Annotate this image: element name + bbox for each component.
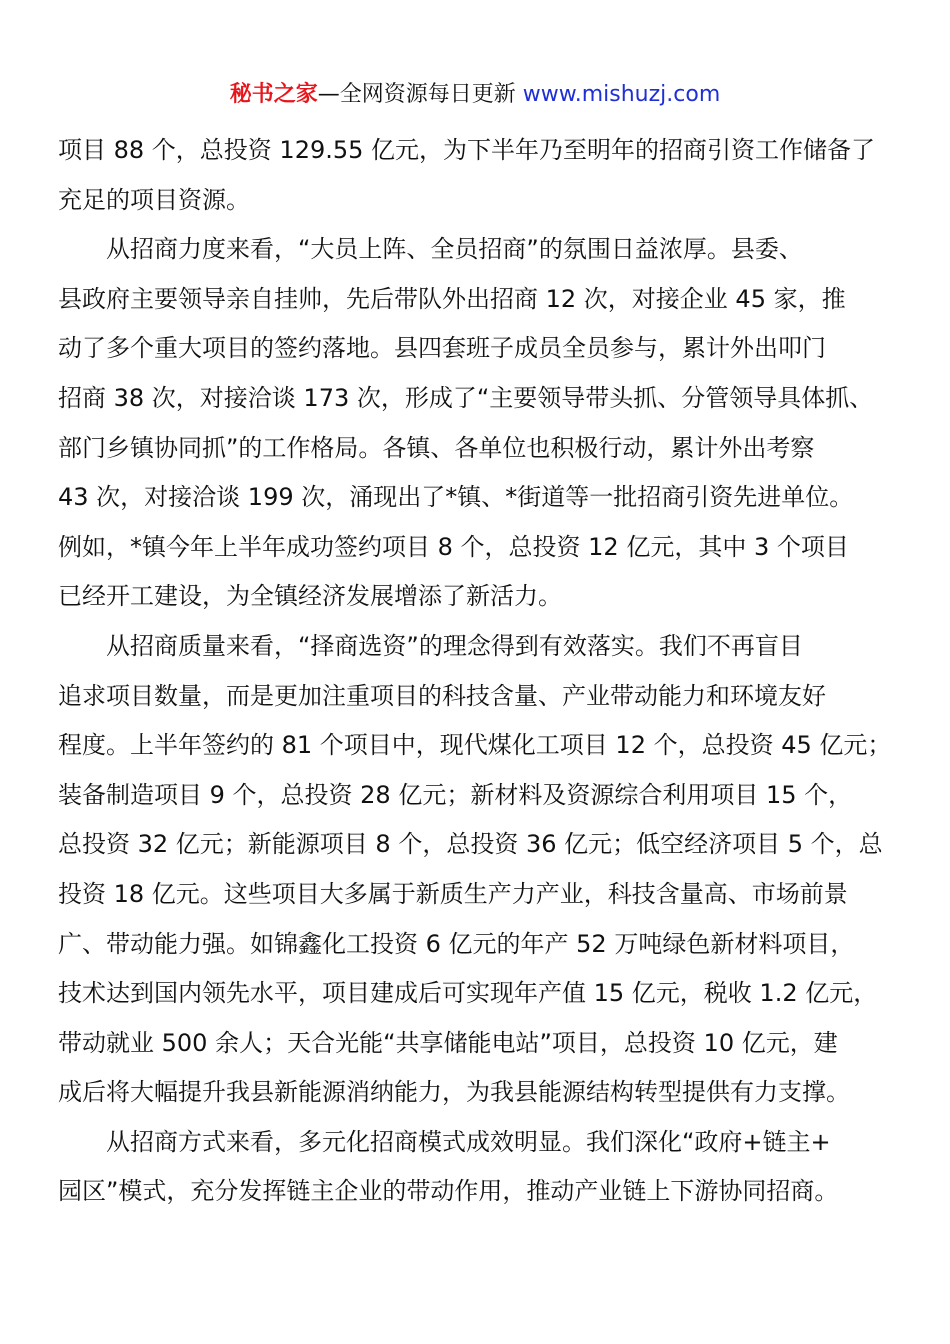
paragraph-start-line: 从招商方式来看，多元化招商模式成效明显。我们深化“政府+链主+ <box>106 1127 831 1156</box>
text-line: 已经开工建设，为全镇经济发展增添了新活力。 <box>58 582 562 611</box>
text-line: 动了多个重大项目的签约落地。县四套班子成员全员参与，累计外出叩门 <box>58 334 826 363</box>
text-line: 广、带动能力强。如锦鑫化工投资 6 亿元的年产 52 万吨绿色新材料项目， <box>58 929 855 958</box>
text-line: 项目 88 个，总投资 129.55 亿元，为下半年乃至明年的招商引资工作储备了 <box>58 136 876 164</box>
text-line: 县政府主要领导亲自挂帅，先后带队外出招商 12 次，对接企业 45 家，推 <box>58 284 846 313</box>
text-line: 程度。上半年签约的 81 个项目中，现代煤化工项目 12 个，总投资 45 亿元； <box>58 731 892 760</box>
text-line: 投资 18 亿元。这些项目大多属于新质生产力产业，科技含量高、市场前景 <box>58 879 848 908</box>
text-line: 总投资 32 亿元；新能源项目 8 个，总投资 36 亿元；低空经济项目 5 个，总 <box>58 830 883 859</box>
text-line: 招商 38 次，对接洽谈 173 次，形成了“主要领导带头抓、分管领导具体抓、 <box>58 383 874 412</box>
text-line: 装备制造项目 9 个，总投资 28 亿元；新材料及资源综合利用项目 15 个， <box>58 780 853 809</box>
brand-name: 秘书之家 <box>229 82 318 107</box>
page-header <box>0 80 950 110</box>
website-link[interactable]: www.mishuzj.com <box>522 82 721 107</box>
document-body <box>58 126 898 1217</box>
text-line: 追求项目数量，而是更加注重项目的科技含量、产业带动能力和环境友好 <box>58 681 826 710</box>
text-line: 成后将大幅提升我县新能源消纳能力，为我县能源结构转型提供有力支撑。 <box>58 1078 850 1107</box>
header-tagline: —全网资源每日更新 <box>317 82 516 107</box>
text-line: 带动就业 500 余人；天合光能“共享储能电站”项目，总投资 10 亿元，建 <box>58 1028 838 1057</box>
text-line: 部门乡镇协同抓”的工作格局。各镇、各单位也积极行动，累计外出考察 <box>58 433 815 462</box>
text-line: 例如，*镇今年上半年成功签约项目 8 个，总投资 12 亿元，其中 3 个项目 <box>58 532 849 561</box>
text-line: 43 次，对接洽谈 199 次，涌现出了*镇、*街道等一批招商引资先进单位。 <box>58 483 854 512</box>
text-line: 充足的项目资源。 <box>58 185 250 214</box>
paragraph-start-line: 从招商质量来看，“择商选资”的理念得到有效落实。我们不再盲目 <box>106 631 803 660</box>
text-line: 技术达到国内领先水平，项目建成后可实现年产值 15 亿元，税收 1.2 亿元， <box>58 979 878 1008</box>
text-line: 园区”模式，充分发挥链主企业的带动作用，推动产业链上下游协同招商。 <box>58 1177 839 1206</box>
paragraph-start-line: 从招商力度来看，“大员上阵、全员招商”的氛围日益浓厚。县委、 <box>106 235 803 264</box>
